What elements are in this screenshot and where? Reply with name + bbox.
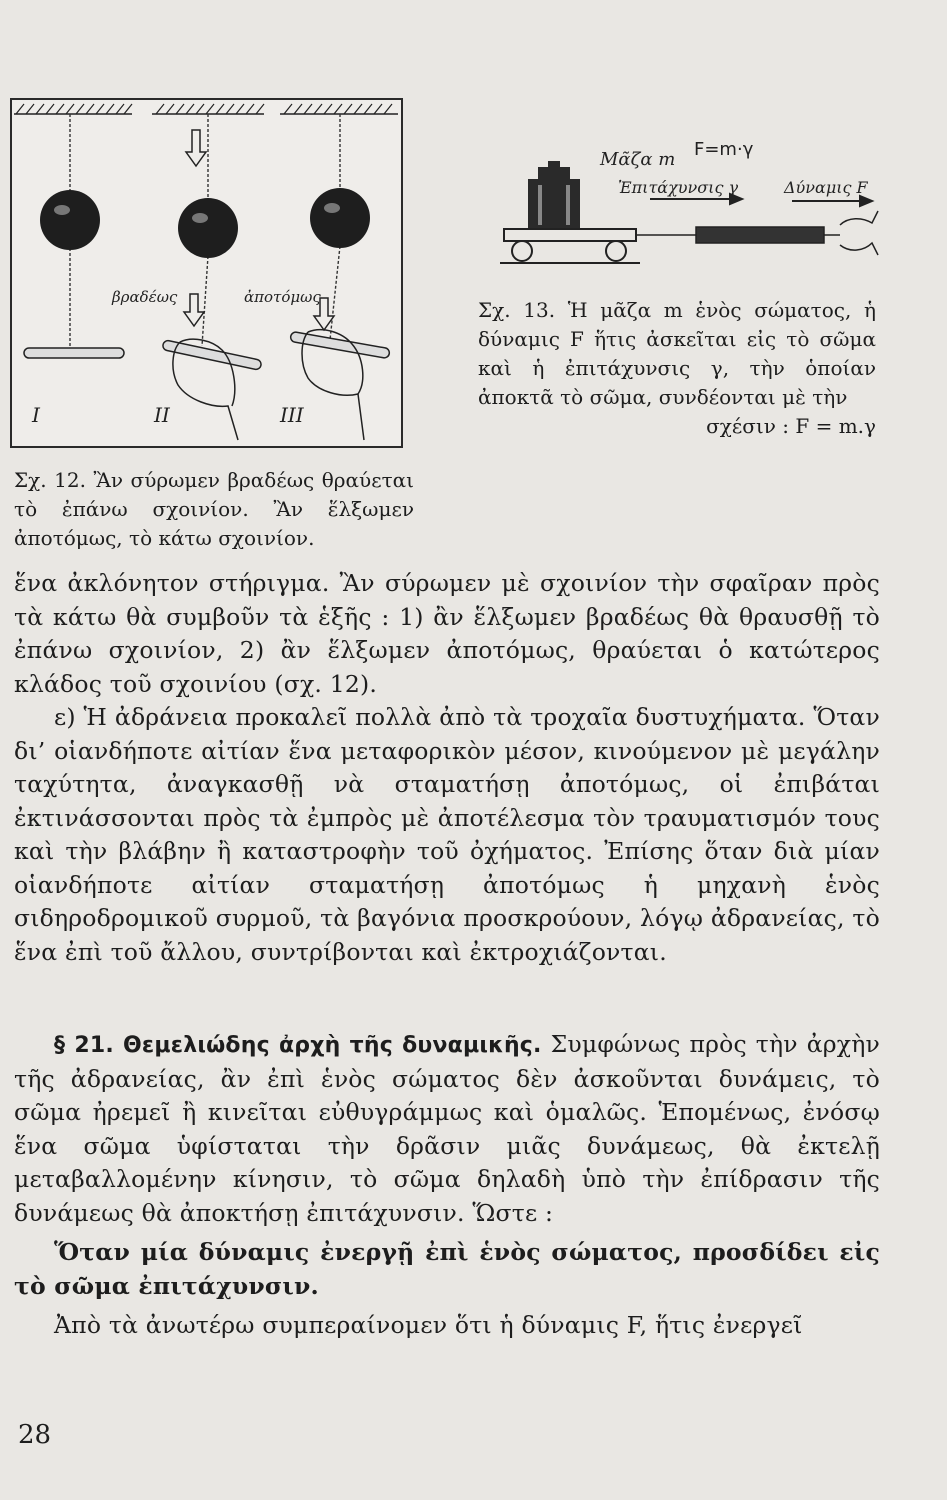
label-formula: F=m·γ <box>694 139 754 160</box>
sphere-icon <box>40 188 370 258</box>
label-ii: II <box>154 403 170 427</box>
figure-12-caption: Σχ. 12. Ἂν σύρωμεν βραδέως θραύεται τὸ ἐπάνω σχοινίον. Ἂν ἕλξωμεν ἀποτόμως, τὸ κάτω σχοινίον. <box>14 468 414 550</box>
body-text <box>14 567 880 969</box>
figure-13 <box>500 135 880 280</box>
label-slow: βραδέως <box>112 288 178 306</box>
label-acceleration: Ἐπιτάχυνσις γ <box>618 178 739 197</box>
weight-icon <box>528 161 580 229</box>
hand-icon <box>840 211 878 255</box>
page-number: 28 <box>18 1420 52 1450</box>
spring-scale-icon <box>636 227 840 243</box>
label-force: Δύναμις F <box>784 178 868 197</box>
label-mass: Μᾶζα m <box>600 149 676 170</box>
principle-statement: Ὅταν μία δύναμις ἐνεργῇ ἐπὶ ἑνὸς σώματος, προσδίδει εἰς τὸ σῶμα ἐπιτάχυνσιν. <box>14 1238 880 1300</box>
ceiling-hatch-icon <box>14 104 398 114</box>
rod-icon <box>24 331 390 370</box>
paragraph-dynamics: Συμφώνως πρὸς τὴν ἀρχὴν τῆς ἀδρανείας, ἂν ἐπὶ ἑνὸς σώματος δὲν ἀσκοῦνται δυνάμεις, τὸ σῶμα ἠρεμεῖ ἢ κινεῖται εὐθυγράμμως καὶ ὁμαλῶς. Ἑπομένως, ἐνόσῳ ἕνα σῶμα ὑφίσταται τὴν δρᾶσιν μιᾶς δυνάμεως, θὰ ἐκτελῇ μεταβαλλομένην κίνησιν, τὸ σῶμα δηλαδὴ ὑπὸ τὴν ἐπίδρασιν τῆς δυνάμεως θὰ ἀποκτήσῃ ἐπιτάχυνσιν. Ὥστε : <box>14 1030 881 1227</box>
figure-13-illustration <box>500 135 880 280</box>
figure-12-illustration <box>12 100 401 446</box>
cart-icon <box>500 229 640 263</box>
figure-13-caption-text: Σχ. 13. Ἡ μᾶζα m ἑνὸς σώματος, ἡ δύναμις F ἥτις ἀσκεῖται εἰς τὸ σῶμα καὶ ἡ ἐπιτάχυνσις γ, τὴν ὁποίαν ἀποκτᾶ τὸ σῶμα, συνδέονται μὲ τὴν <box>478 298 876 409</box>
figure-12 <box>10 98 403 448</box>
label-i: I <box>32 403 40 427</box>
paragraph-conclusion: Ἀπὸ τὰ ἀνωτέρω συμπεραίνομεν ὅτι ἡ δύναμις F, ἥτις ἐνεργεῖ <box>54 1311 803 1339</box>
label-sudden: ἀποτόμως <box>244 288 321 306</box>
paragraph-accidents: ε) Ἡ ἀδράνεια προκαλεῖ πολλὰ ἀπὸ τὰ τροχαῖα δυστυχήματα. Ὅταν δι’ οἱανδήποτε αἰτίαν ἕνα μεταφορικὸν μέσον, κινούμενον μὲ μεγάλην ταχύτητα, ἀναγκασθῇ νὰ σταματήσῃ ἀποτόμως, οἱ ἐπιβάται ἐκτινάσσονται πρὸς τὰ ἐμπρὸς μὲ ἀποτέλεσμα τὸν τραυματισμόν τους καὶ τὴν βλάβην ἢ καταστροφὴν τοῦ ὀχήματος. Ἐπίσης ὅταν διὰ μίαν οἱανδήποτε αἰτίαν σταματήσῃ ἀποτόμως ἡ μηχανὴ ἑνὸς σιδηροδρομικοῦ συρμοῦ, τὰ βαγόνια προσκρούουν, λόγῳ ἀδρανείας, τὸ ἕνα ἐπὶ τοῦ ἄλλου, συντρίβονται καὶ ἐκτροχιάζονται. <box>14 703 880 966</box>
section-heading: § 21. Θεμελιώδης ἀρχὴ τῆς δυναμικῆς. <box>54 1033 542 1058</box>
paragraph-inertia-example: ἕνα ἀκλόνητον στήριγμα. Ἂν σύρωμεν μὲ σχοινίον τὴν σφαῖραν πρὸς τὰ κάτω θὰ συμβοῦν τὰ ἑξῆς : 1) ἂν ἕλξωμεν βραδέως θὰ θραυσθῇ τὸ ἐπάνω σχοινίον, 2) ἂν ἕλξωμεν ἀποτόμως, θραύεται ὁ κατώτερος κλάδος τοῦ σχοινίου (σχ. 12). <box>14 569 880 698</box>
figure-13-caption-formula: σχέσιν : F = m.γ <box>706 414 876 438</box>
label-iii: III <box>280 403 304 427</box>
figure-13-caption <box>478 296 876 441</box>
section-21 <box>14 1028 880 1343</box>
